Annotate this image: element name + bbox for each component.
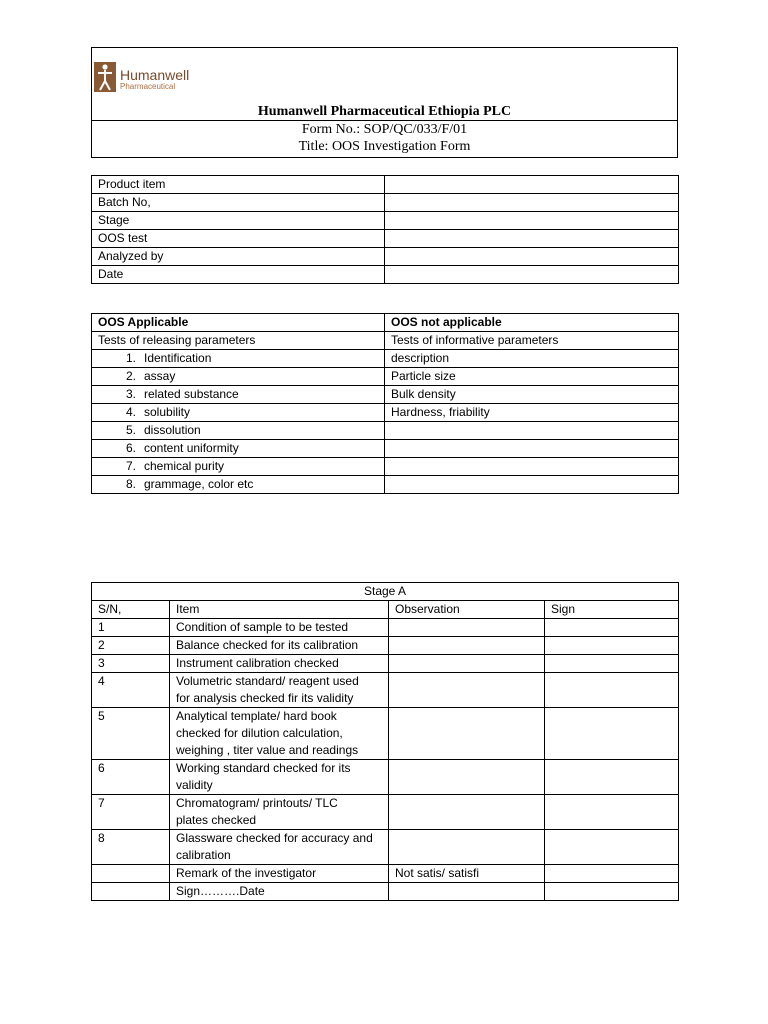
row-sn: 5 xyxy=(92,708,170,760)
info-label: Stage xyxy=(92,212,385,230)
oos-row xyxy=(92,386,679,404)
stage-row xyxy=(92,760,679,795)
oos-row xyxy=(92,350,679,368)
item-line: for analysis checked fir its validity xyxy=(176,691,354,705)
row-observation[interactable] xyxy=(389,760,545,795)
list-text: related substance xyxy=(144,387,239,401)
list-number: 4. xyxy=(125,405,136,419)
info-row xyxy=(92,176,679,194)
row-item xyxy=(170,655,389,673)
column-header-observation: Observation xyxy=(389,601,545,619)
row-sign[interactable] xyxy=(545,830,679,865)
row-item xyxy=(170,619,389,637)
stage-row xyxy=(92,795,679,830)
oos-applicable-item xyxy=(92,404,385,422)
stage-row xyxy=(92,655,679,673)
oos-not-applicable-item xyxy=(385,440,679,458)
oos-applicable-item xyxy=(92,422,385,440)
list-text: Identification xyxy=(144,351,212,365)
oos-row xyxy=(92,440,679,458)
item-line: plates checked xyxy=(176,813,257,827)
product-info-table xyxy=(91,175,679,284)
row-sn xyxy=(92,865,170,883)
row-sign[interactable] xyxy=(545,619,679,637)
item-line: Condition of sample to be tested xyxy=(176,620,349,634)
row-sn: 7 xyxy=(92,795,170,830)
row-observation[interactable]: Not satis/ satisfi xyxy=(389,865,545,883)
stage-row xyxy=(92,708,679,760)
releasing-parameters-label: Tests of releasing parameters xyxy=(92,332,385,350)
row-observation[interactable] xyxy=(389,883,545,901)
list-number: 2. xyxy=(125,369,136,383)
info-label: Batch No, xyxy=(92,194,385,212)
row-observation[interactable] xyxy=(389,830,545,865)
item-line: Volumetric standard/ reagent used xyxy=(176,674,359,688)
row-sn: 8 xyxy=(92,830,170,865)
stage-row xyxy=(92,865,679,883)
item-line: checked for dilution calculation, xyxy=(176,726,343,740)
item-line: Sign……….Date xyxy=(176,884,265,898)
oos-row xyxy=(92,404,679,422)
row-item xyxy=(170,708,389,760)
row-observation[interactable] xyxy=(389,673,545,708)
info-value-field[interactable] xyxy=(385,248,679,266)
oos-not-applicable-item xyxy=(385,422,679,440)
list-number: 5. xyxy=(125,423,136,437)
row-sn: 3 xyxy=(92,655,170,673)
info-label: Date xyxy=(92,266,385,284)
oos-not-applicable-header: OOS not applicable xyxy=(385,314,679,332)
oos-applicable-item xyxy=(92,458,385,476)
row-observation[interactable] xyxy=(389,655,545,673)
list-text: dissolution xyxy=(144,423,201,437)
row-observation[interactable] xyxy=(389,637,545,655)
oos-applicable-item xyxy=(92,386,385,404)
oos-not-applicable-item: Particle size xyxy=(385,368,679,386)
list-number: 8. xyxy=(125,477,136,491)
list-number: 6. xyxy=(125,441,136,455)
row-item xyxy=(170,795,389,830)
item-line: Working standard checked for its xyxy=(176,761,351,775)
item-line: Glassware checked for accuracy and xyxy=(176,831,373,845)
row-observation[interactable] xyxy=(389,619,545,637)
oos-applicable-item xyxy=(92,476,385,494)
oos-applicability-table xyxy=(91,313,679,494)
info-value-field[interactable] xyxy=(385,194,679,212)
row-item xyxy=(170,865,389,883)
row-sign[interactable] xyxy=(545,760,679,795)
item-line: calibration xyxy=(176,848,231,862)
row-observation[interactable] xyxy=(389,708,545,760)
info-label: Product item xyxy=(92,176,385,194)
row-item xyxy=(170,673,389,708)
oos-row xyxy=(92,368,679,386)
list-text: content uniformity xyxy=(144,441,239,455)
list-number: 1. xyxy=(125,351,136,365)
oos-not-applicable-item: description xyxy=(385,350,679,368)
row-sign[interactable] xyxy=(545,795,679,830)
oos-row xyxy=(92,458,679,476)
list-number: 3. xyxy=(125,387,136,401)
row-item xyxy=(170,830,389,865)
list-text: chemical purity xyxy=(144,459,225,473)
stage-row xyxy=(92,673,679,708)
stage-a-table xyxy=(91,582,679,901)
info-value-field[interactable] xyxy=(385,212,679,230)
info-row xyxy=(92,266,679,284)
item-line: Chromatogram/ printouts/ TLC xyxy=(176,796,338,810)
person-logo-icon xyxy=(94,62,116,92)
info-label: OOS test xyxy=(92,230,385,248)
product-info-section xyxy=(91,175,678,284)
oos-applicable-item xyxy=(92,350,385,368)
company-logo xyxy=(94,62,189,92)
company-name: Humanwell Pharmaceutical Ethiopia PLC xyxy=(257,104,512,119)
logo-subtitle: Pharmaceutical xyxy=(120,82,176,91)
stage-row xyxy=(92,830,679,865)
item-line: Instrument calibration checked xyxy=(176,656,339,670)
info-row xyxy=(92,194,679,212)
form-number: Form No.: SOP/QC/033/F/01 xyxy=(301,122,468,137)
oos-row xyxy=(92,476,679,494)
oos-row xyxy=(92,422,679,440)
row-sn: 1 xyxy=(92,619,170,637)
row-item xyxy=(170,760,389,795)
stage-row xyxy=(92,637,679,655)
item-line: Remark of the investigator xyxy=(176,866,317,880)
item-line: Analytical template/ hard book xyxy=(176,709,337,723)
stage-title: Stage A xyxy=(92,583,679,601)
info-value-field[interactable] xyxy=(385,266,679,284)
row-item xyxy=(170,637,389,655)
column-header-item: Item xyxy=(170,601,389,619)
row-sn: 6 xyxy=(92,760,170,795)
list-number: 7. xyxy=(125,459,136,473)
form-title: Title: OOS Investigation Form xyxy=(298,139,471,154)
oos-applicable-header: OOS Applicable xyxy=(92,314,385,332)
row-sign[interactable] xyxy=(545,673,679,708)
info-row xyxy=(92,248,679,266)
stage-row xyxy=(92,619,679,637)
info-row xyxy=(92,212,679,230)
row-sign[interactable] xyxy=(545,865,679,883)
oos-applicability-section xyxy=(91,313,678,494)
row-sign[interactable] xyxy=(545,637,679,655)
form-header xyxy=(91,47,678,158)
item-line: weighing , titer value and readings xyxy=(176,743,359,757)
list-text: assay xyxy=(144,369,176,383)
oos-not-applicable-item xyxy=(385,458,679,476)
info-value-field[interactable] xyxy=(385,176,679,194)
row-sn xyxy=(92,883,170,901)
oos-not-applicable-item: Hardness, friability xyxy=(385,404,679,422)
row-sign[interactable] xyxy=(545,708,679,760)
row-sign[interactable] xyxy=(545,655,679,673)
oos-not-applicable-item: Bulk density xyxy=(385,386,679,404)
oos-applicable-item xyxy=(92,440,385,458)
info-label: Analyzed by xyxy=(92,248,385,266)
oos-not-applicable-item xyxy=(385,476,679,494)
column-header-sign: Sign xyxy=(545,601,679,619)
row-sn: 4 xyxy=(92,673,170,708)
row-item xyxy=(170,883,389,901)
row-observation[interactable] xyxy=(389,795,545,830)
info-value-field[interactable] xyxy=(385,230,679,248)
row-sn: 2 xyxy=(92,637,170,655)
stage-a-section xyxy=(91,582,678,901)
column-header-sn: S/N, xyxy=(92,601,170,619)
info-row xyxy=(92,230,679,248)
oos-applicable-item xyxy=(92,368,385,386)
item-line: validity xyxy=(176,778,213,792)
stage-row xyxy=(92,883,679,901)
informative-parameters-label: Tests of informative parameters xyxy=(385,332,679,350)
list-text: grammage, color etc xyxy=(144,477,254,491)
logo-name: Humanwell xyxy=(120,67,190,83)
list-text: solubility xyxy=(144,405,191,419)
row-sign[interactable] xyxy=(545,883,679,901)
item-line: Balance checked for its calibration xyxy=(176,638,359,652)
